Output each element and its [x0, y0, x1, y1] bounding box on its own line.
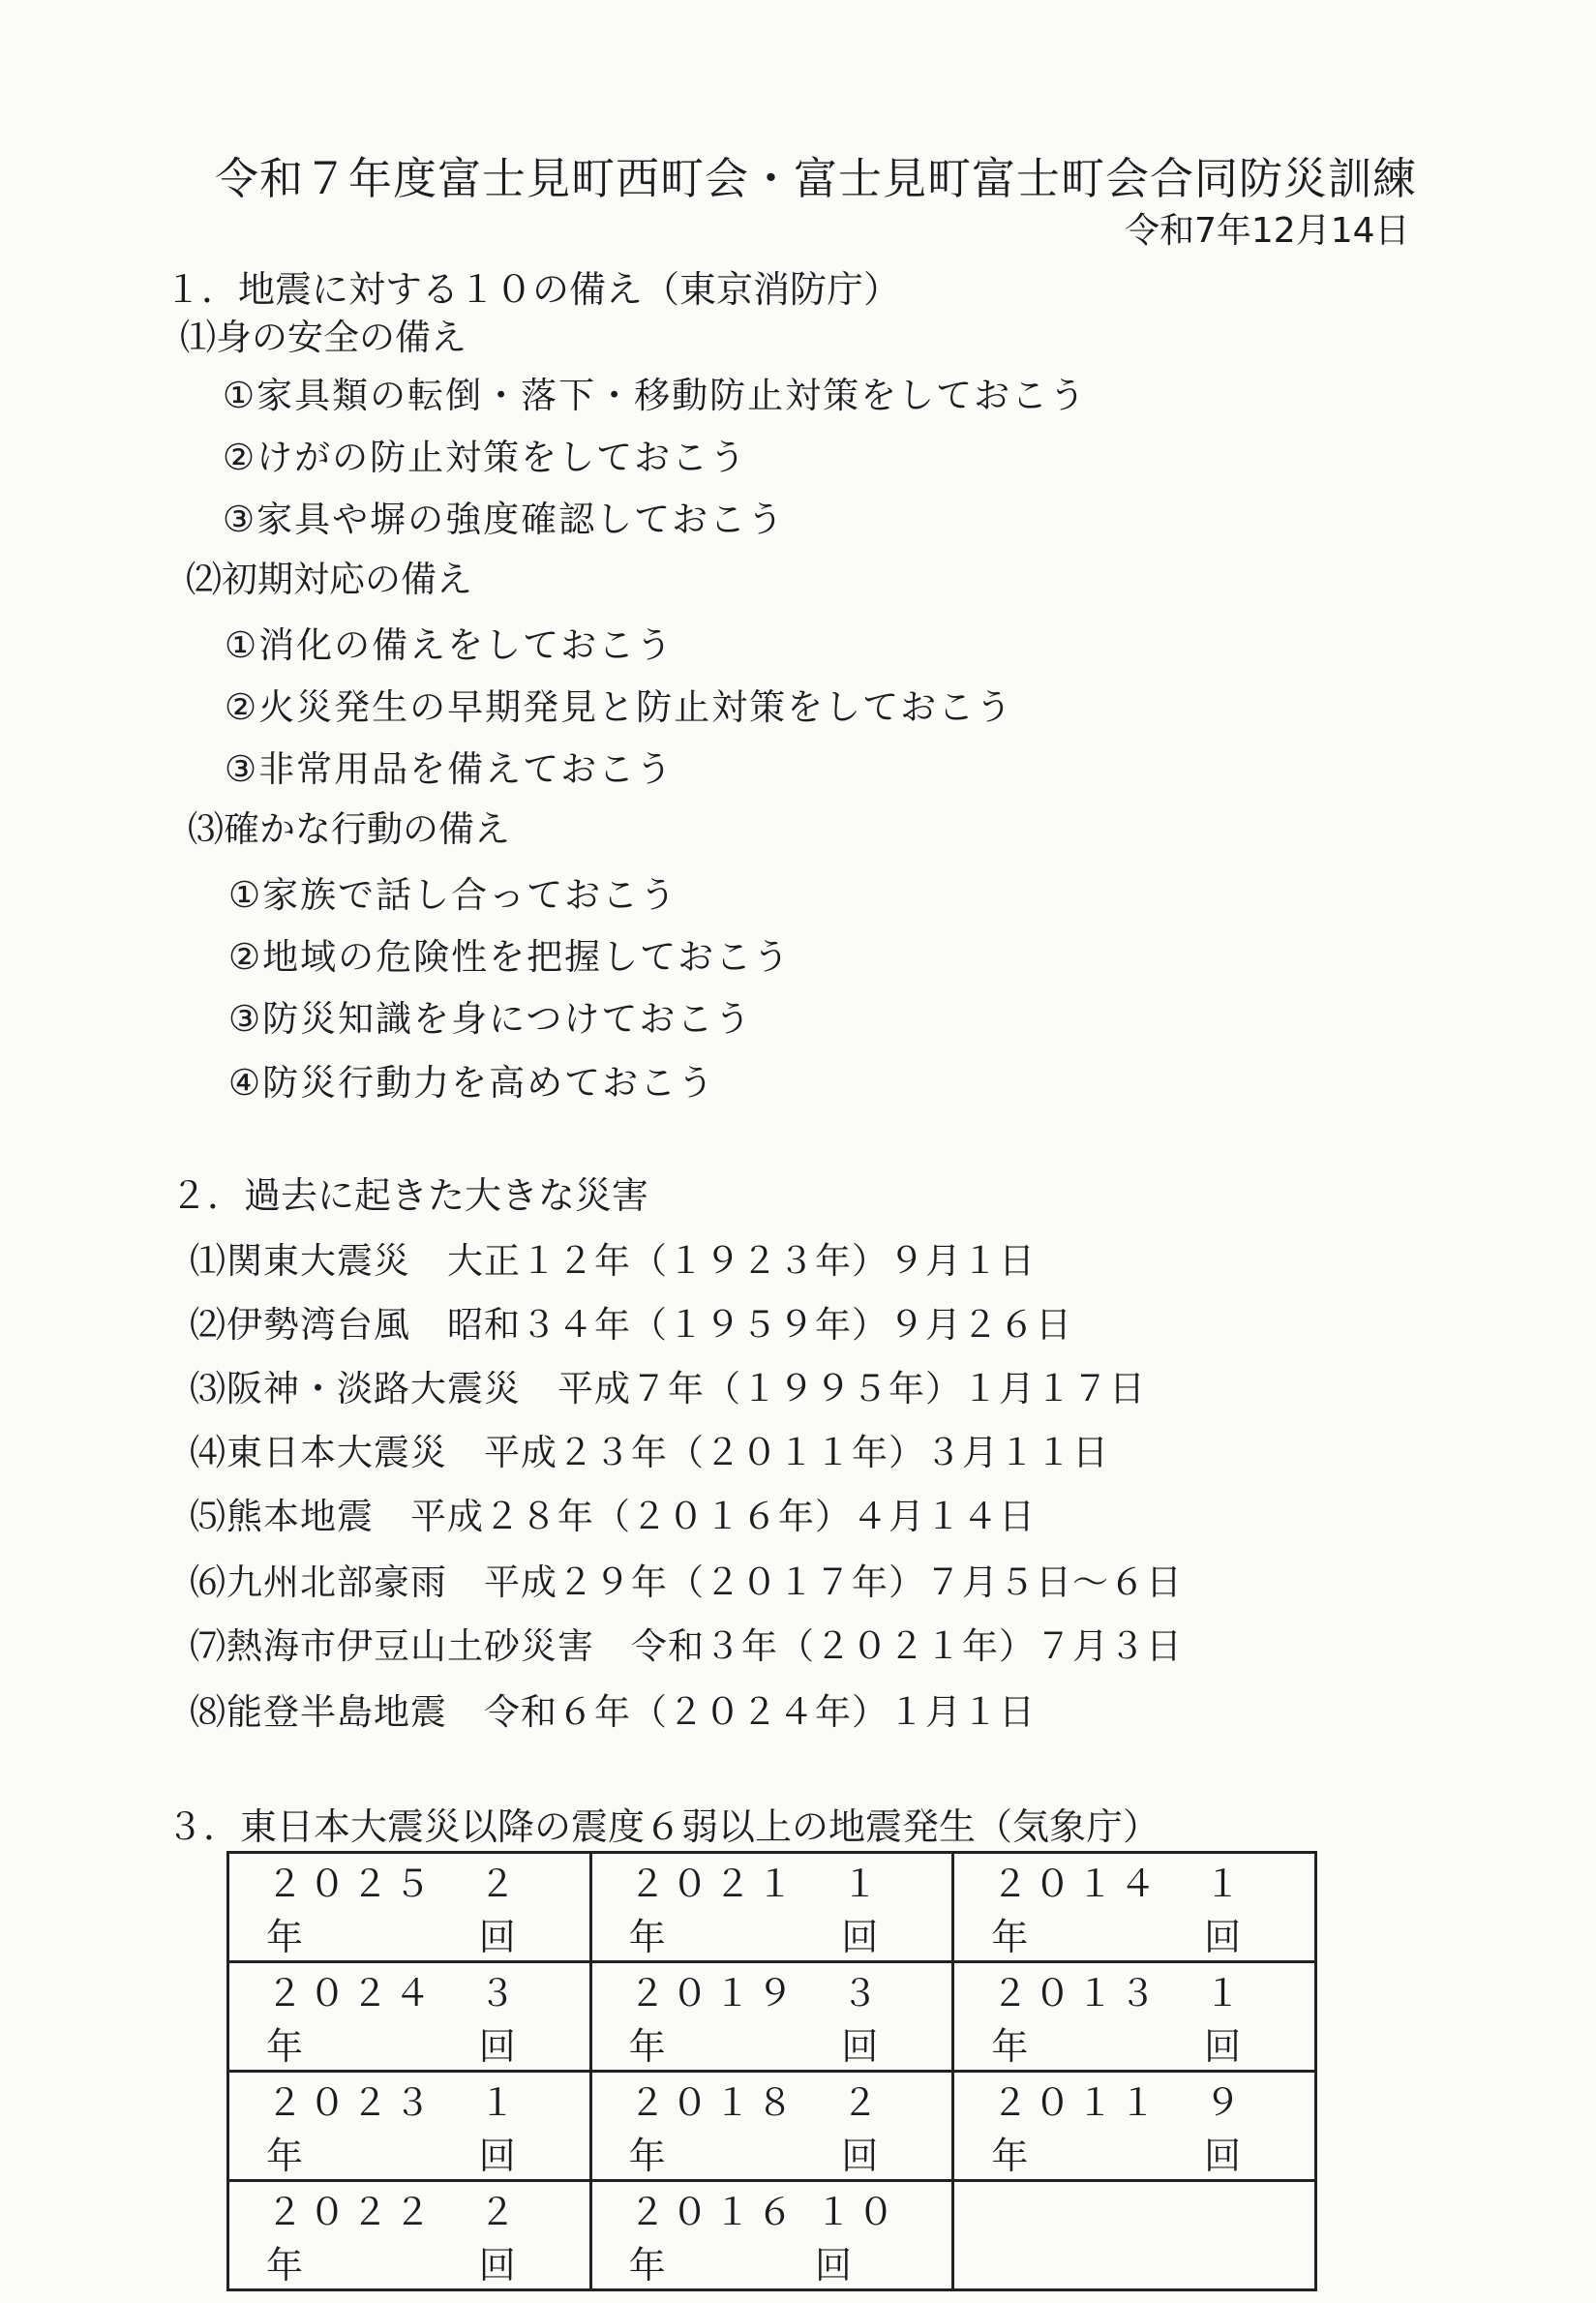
list-item: ②火災発生の早期発見と防止対策をしておこう: [225, 686, 1014, 728]
disaster-item: ⑹九州北部豪雨 平成２９年（２０１７年）７月５日～６日: [190, 1561, 1183, 1603]
list-item: ④防災行動力を高めておこう: [228, 1062, 716, 1104]
list-item: ③非常用品を備えておこう: [225, 748, 675, 790]
list-item: ②地域の危険性を把握しておこう: [228, 936, 792, 978]
list-item: ①消化の備えをしておこう: [225, 624, 675, 666]
table-cell: ２０１９年 ３回: [590, 1962, 953, 2072]
table-row: [228, 1853, 1316, 1962]
table-cell: ２０２１年 １回: [590, 1853, 953, 1962]
disaster-item: ⑶阪神・淡路大震災 平成７年（１９９５年）１月１７日: [190, 1368, 1146, 1409]
document-date: 令和7年12月14日: [1125, 211, 1410, 251]
group-label: ⑴身の安全の備え: [180, 317, 467, 358]
table-cell: [953, 2181, 1316, 2290]
table-cell: ２０２４年 ３回: [228, 1962, 591, 2072]
disaster-item: ⑵伊勢湾台風 昭和３４年（１９５９年）９月２６日: [190, 1304, 1072, 1346]
disaster-item: ⑺熱海市伊豆山土砂災害 令和３年（２０２１年）７月３日: [190, 1625, 1183, 1667]
table-row: [228, 2072, 1316, 2181]
disaster-item: ⑸熊本地震 平成２８年（２０１６年）４月１４日: [190, 1496, 1036, 1537]
section3-heading: ３．東日本大震災以降の震度６弱以上の地震発生（気象庁）: [166, 1805, 1160, 1848]
section2-heading: ２．過去に起きた大きな災害: [170, 1174, 649, 1217]
earthquake-table: [226, 1851, 1317, 2291]
table-cell: ２０１３年 １回: [953, 1962, 1316, 2072]
table-cell: ２０２５年 ２回: [228, 1853, 591, 1962]
list-item: ③家具や塀の強度確認しておこう: [223, 499, 786, 540]
table-row: [228, 1962, 1316, 2072]
list-item: ①家具類の転倒・落下・移動防止対策をしておこう: [223, 375, 1088, 416]
table-cell: ２０１６年 １０回: [590, 2181, 953, 2290]
table-cell: ２０２２年 ２回: [228, 2181, 591, 2290]
table-cell: ２０２３年 １回: [228, 2072, 591, 2181]
table-cell: ２０１４年 １回: [953, 1853, 1316, 1962]
table-cell: ２０１１年 ９回: [953, 2072, 1316, 2181]
table-cell: ２０１８年 ２回: [590, 2072, 953, 2181]
group-label: ⑶確かな行動の備え: [188, 808, 510, 850]
section1-heading: １．地震に対する１０の備え（東京消防庁）: [165, 268, 901, 311]
document-title: 令和７年度富士見町西町会・富士見町富士町会合同防災訓練: [215, 153, 1418, 204]
disaster-item: ⑻能登半島地震 令和６年（２０２４年）１月１日: [190, 1691, 1036, 1733]
list-item: ③防災知識を身につけておこう: [228, 998, 753, 1040]
table-row: [228, 2181, 1316, 2290]
disaster-item: ⑴関東大震災 大正１２年（１９２３年）９月１日: [190, 1240, 1036, 1282]
disaster-item: ⑷東日本大震災 平成２３年（２０１１年）３月１１日: [190, 1432, 1109, 1473]
group-label: ⑵初期対応の備え: [186, 559, 472, 600]
list-item: ①家族で話し合っておこう: [228, 874, 678, 916]
list-item: ②けがの防止対策をしておこう: [223, 437, 748, 478]
